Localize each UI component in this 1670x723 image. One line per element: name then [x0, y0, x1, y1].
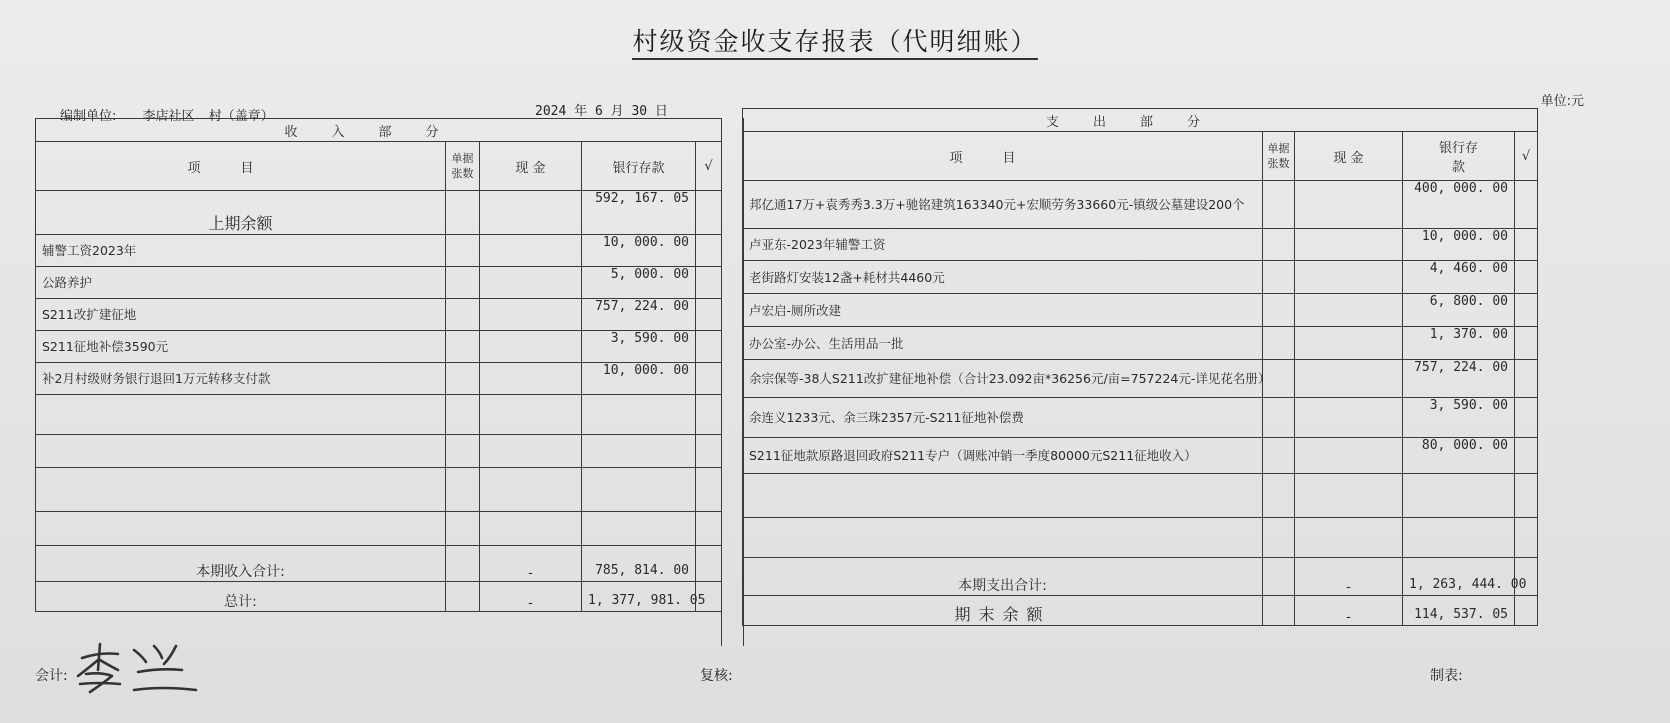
- income-bank: 10, 000. 00: [582, 363, 696, 395]
- expense-subtotal-bank: 1, 263, 444. 00: [1403, 558, 1515, 596]
- table-row: [743, 261, 1538, 294]
- expense-bank: 1, 370. 00: [1403, 327, 1515, 360]
- expense-bank: 6, 800. 00: [1403, 294, 1515, 327]
- income-item: 补2月村级财务银行退回1万元转移支付款: [36, 363, 446, 395]
- expense-bank: 4, 460. 00: [1403, 261, 1515, 294]
- expense-bank: 10, 000. 00: [1403, 229, 1515, 261]
- unit-label: 单位:元: [1540, 94, 1584, 109]
- income-bank: 757, 224. 00: [582, 299, 696, 331]
- closing-balance-cash: -: [1295, 596, 1403, 626]
- expense-cash-header: 现 金: [1295, 132, 1403, 181]
- table-row: [36, 363, 722, 395]
- income-total-cash: -: [480, 582, 582, 612]
- expense-section-header: 支出部分: [743, 109, 1538, 132]
- accountant-label: 会计:: [35, 668, 68, 684]
- reviewer-label: 复核:: [700, 668, 733, 684]
- expense-item: 卢宏启-厕所改建: [743, 294, 1263, 327]
- income-check-header: √: [696, 142, 722, 191]
- compiler-cun: 村（盖章）: [208, 109, 274, 124]
- table-row: [36, 435, 722, 468]
- expense-item: 办公室-办公、生活用品一批: [743, 327, 1263, 360]
- table-row: [743, 360, 1538, 398]
- income-item: S211改扩建征地: [36, 299, 446, 331]
- expense-item: 余宗保等-38人S211改扩建征地补偿（合计23.092亩*36256元/亩=757224元-详见花名册）: [743, 360, 1263, 398]
- expense-item: 余连义1233元、余三珠2357元-S211征地补偿费: [743, 398, 1263, 438]
- expense-item: 邦亿通17万+袁秀秀3.3万+驰铭建筑163340元+宏顺劳务33660元-镇级公墓建设200个: [743, 181, 1263, 229]
- table-row: [36, 235, 722, 267]
- table-row: [743, 474, 1538, 518]
- table-row: [36, 512, 722, 546]
- income-bank: 10, 000. 00: [582, 235, 696, 267]
- table-row: [743, 181, 1538, 229]
- expense-subtotal-cash: -: [1295, 558, 1403, 596]
- accountant-signature: [72, 640, 202, 700]
- income-voucher-header: 单据张数: [446, 142, 480, 191]
- income-bank-header: 银行存款: [582, 142, 696, 191]
- compiler-label: 编制单位:: [60, 109, 117, 124]
- income-item: 辅警工资2023年: [36, 235, 446, 267]
- report-title: [0, 22, 1670, 58]
- opening-balance-label: 上期余额: [36, 191, 446, 235]
- income-subtotal-bank: 785, 814. 00: [582, 546, 696, 582]
- expense-item-header: 项目: [743, 132, 1263, 181]
- income-table: [35, 118, 722, 612]
- income-subtotal-cash: -: [480, 546, 582, 582]
- preparer-label: 制表:: [1430, 668, 1463, 684]
- opening-balance-bank: 592, 167. 05: [582, 191, 696, 235]
- expense-check-header: √: [1515, 132, 1538, 181]
- expense-bank-header: 银行存款: [1403, 132, 1515, 181]
- table-row: [36, 331, 722, 363]
- table-row: [743, 229, 1538, 261]
- closing-balance-bank: 114, 537. 05: [1403, 596, 1515, 626]
- closing-balance-label: 期末余额: [743, 596, 1263, 626]
- income-item: S211征地补偿3590元: [36, 331, 446, 363]
- income-total-bank: 1, 377, 981. 05: [582, 582, 696, 612]
- expense-bank: 80, 000. 00: [1403, 438, 1515, 474]
- table-row: [743, 294, 1538, 327]
- expense-bank: 3, 590. 00: [1403, 398, 1515, 438]
- expense-voucher-header: 单据张数: [1263, 132, 1295, 181]
- expense-bank: 757, 224. 00: [1403, 360, 1515, 398]
- report-date: 2024 年 6 月 30 日: [535, 104, 668, 119]
- expense-item: S211征地款原路退回政府S211专户（调账冲销一季度80000元S211征地收入）: [743, 438, 1263, 474]
- income-item: 公路养护: [36, 267, 446, 299]
- table-row: [743, 398, 1538, 438]
- table-spine: [721, 118, 744, 646]
- expense-subtotal-label: 本期支出合计:: [743, 558, 1263, 596]
- expense-item: 卢亚东-2023年辅警工资: [743, 229, 1263, 261]
- table-row: [36, 267, 722, 299]
- income-subtotal-label: 本期收入合计:: [36, 546, 446, 582]
- compiler-org: 李店社区: [142, 109, 195, 124]
- table-row: [743, 518, 1538, 558]
- expense-bank: 400, 000. 00: [1403, 181, 1515, 229]
- income-cash-header: 现 金: [480, 142, 582, 191]
- expense-table: [742, 108, 1538, 626]
- report-title-text: 村级资金收支存报表（代明细账）: [632, 27, 1037, 60]
- table-row: [36, 468, 722, 512]
- table-row: [36, 299, 722, 331]
- income-bank: 5, 000. 00: [582, 267, 696, 299]
- income-item-header: 项目: [36, 142, 446, 191]
- table-row: [743, 327, 1538, 360]
- income-total-label: 总计:: [36, 582, 446, 612]
- table-row: [36, 395, 722, 435]
- income-bank: 3, 590. 00: [582, 331, 696, 363]
- income-section-header: 收入部分: [36, 119, 722, 142]
- table-row: [743, 438, 1538, 474]
- expense-item: 老街路灯安装12盏+耗材共4460元: [743, 261, 1263, 294]
